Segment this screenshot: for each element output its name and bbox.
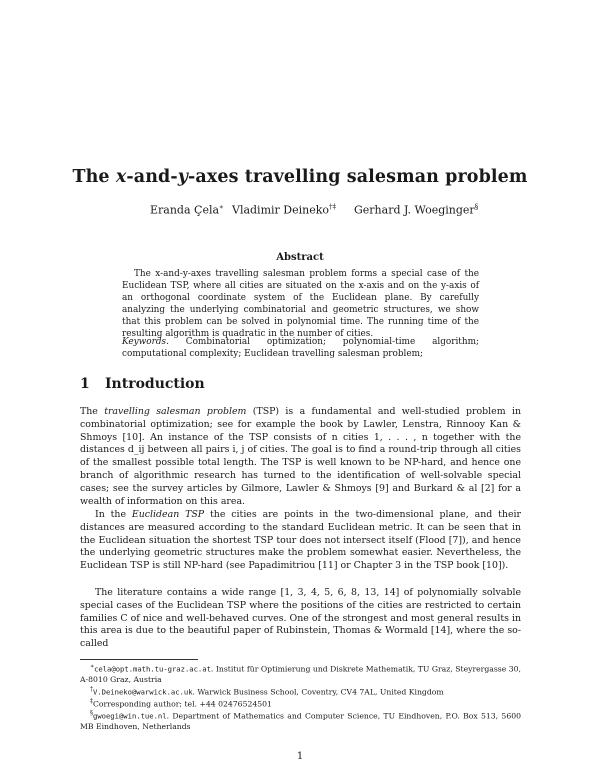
author-footnote-mark: †‡ xyxy=(329,203,337,211)
title-mid: -and- xyxy=(126,167,178,187)
abstract-body: The x-and-y-axes travelling salesman problem forms a special case of the Euclidean TSP, where all cities are situated on the x-axis and on the y-axis of an orthogonal coordinate system of the Euclidean plane. By carefully analyzing the underlying combinatorial and geometric structures, we show that this problem can be solved in polynomial time. The running time of the resulting algorithm is quadratic in the number of cities. xyxy=(122,269,479,339)
title-prefix: The xyxy=(72,167,116,187)
footnote-email: V.Deineko@warwick.ac.uk xyxy=(93,687,193,697)
title-y-var: y xyxy=(177,167,188,187)
section-title: Introduction xyxy=(105,376,205,392)
emphasis: travelling salesman problem xyxy=(104,406,247,417)
paragraph-3: The literature contains a wide range [1, 3, 4, 5, 6, 8, 13, 14] of polynomially solvable special cases of the Euclidean TSP where the positions of the cities are restricted to certain families C of nice and well-behaved curves. One of the strongest and most general results in this area is due to the beautiful paper of Rubinstein, Thomas & Wormald [14], where the so-called xyxy=(80,587,521,650)
author-woeginger: Gerhard J. Woeginger§ xyxy=(354,203,479,217)
keywords xyxy=(122,336,479,360)
footnote-2: †V.Deineko@warwick.ac.uk. Warwick Business School, Coventry, CV4 7AL, United Kingdom xyxy=(90,686,444,697)
paragraph-2: In the Euclidean TSP the cities are points in the two-dimensional plane, and their distances are measured according to the standard Euclidean metric. It can be seen that in the Euclidean situation the shortest TSP tour does not intersect itself (Flood [7]), and hence the underlying geometric structures make the problem somewhat easier. Nevertheless, the Euclidean TSP is still NP-hard (see Papadimitriou [11] or Chapter 3 in the TSP book [10]). xyxy=(80,509,521,572)
footnote-4: §gwoegi@win.tue.nl. Department of Mathematics and Computer Science, TU Eindhoven, P.O. Box 513, 5600 MB Eindhoven, Netherlands xyxy=(80,710,521,731)
title-suffix: -axes travelling salesman problem xyxy=(188,167,528,187)
paper-title xyxy=(0,167,600,187)
title-x-var: x xyxy=(115,167,127,187)
abstract-heading: Abstract xyxy=(276,252,324,263)
page-number: 1 xyxy=(296,751,304,762)
section-heading xyxy=(80,376,205,392)
author-footnote-mark: ∗ xyxy=(219,203,224,211)
author-deineko: Vladimir Deineko†‡ xyxy=(232,203,337,217)
section-number: 1 xyxy=(80,376,90,392)
footnote-3: ‡Corresponding author; tel. +44 02476524501 xyxy=(90,698,272,709)
footnote-rule xyxy=(80,659,198,660)
paragraph-1: The travelling salesman problem (TSP) is a fundamental and well-studied problem in combinatorial optimization; see for example the book by Lawler, Lenstra, Rinnooy Kan & Shmoys [10]. An instance of the TSP consists of n cities 1, . . . , n together with the distances d_ij between all pairs i, j of cities. The goal is to find a round-trip through all cities of the smallest possible total length. The TSP is well known to be NP-hard, and hence one branch of algorithmic research has turned to the identification of well-solvable special cases; see the survey articles by Gilmore, Lawler & Shmoys [9] and Burkard & al [2] for a wealth of information on this area. xyxy=(80,406,521,507)
author-cela: Eranda Çela∗ xyxy=(150,203,224,217)
keywords-text: Combinatorial optimization; polynomial-time algorithm; computational complexity; Euclidean travelling salesman problem; xyxy=(122,337,479,359)
footnote-email: gwoegi@win.tue.nl xyxy=(93,711,167,721)
keywords-label: Keywords. xyxy=(122,337,169,347)
emphasis: Euclidean TSP xyxy=(131,509,205,520)
footnote-1: ∗cela@opt.math.tu-graz.ac.at. Institut für Optimierung und Diskrete Mathematik, TU Graz, Steyrergasse 30, A-8010 Graz, Austria xyxy=(80,663,521,684)
footnote-email: cela@opt.math.tu-graz.ac.at xyxy=(94,664,211,674)
author-footnote-mark: § xyxy=(474,203,479,211)
